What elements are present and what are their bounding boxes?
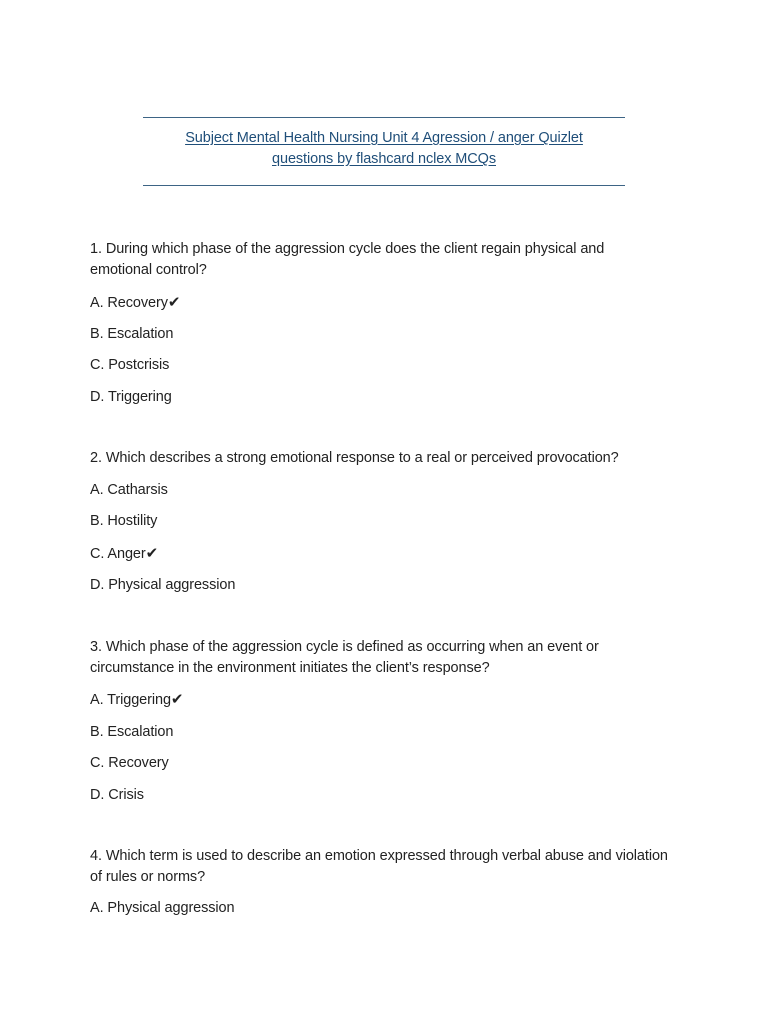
option-b: B. Escalation <box>90 724 174 740</box>
option-c: C. Anger✔ <box>90 545 159 562</box>
title-line-1: Subject Mental Health Nursing Unit 4 Agression / anger Quizlet <box>185 130 583 146</box>
option-b: B. Hostility <box>90 513 158 529</box>
correct-check-icon: ✔ <box>170 691 184 708</box>
question-text: 2. Which describes a strong emotional response to a real or perceived provocation? <box>90 450 619 466</box>
option-d: D. Triggering <box>90 389 172 405</box>
question-1 <box>90 239 670 408</box>
option-a: A. Catharsis <box>90 482 168 498</box>
correct-check-icon: ✔ <box>167 294 181 311</box>
title-bottom-rule <box>143 185 625 186</box>
question-2 <box>90 448 670 596</box>
question-4 <box>90 846 670 919</box>
option-c: C. Postcrisis <box>90 357 170 373</box>
question-text: 4. Which term is used to describe an emotion expressed through verbal abuse and violation of rules or norms? <box>90 848 668 885</box>
page-title[interactable] <box>143 128 625 170</box>
option-a: A. Recovery✔ <box>90 294 181 311</box>
correct-check-icon: ✔ <box>145 545 159 562</box>
title-top-rule <box>143 117 625 118</box>
option-d: D. Crisis <box>90 787 144 803</box>
option-c: C. Recovery <box>90 755 169 771</box>
question-3 <box>90 637 670 806</box>
question-text: 3. Which phase of the aggression cycle is defined as occurring when an event or circumstance in the environment initiates the client’s response? <box>90 639 599 676</box>
option-b: B. Escalation <box>90 326 174 342</box>
option-a: A. Physical aggression <box>90 900 235 916</box>
option-d: D. Physical aggression <box>90 577 236 593</box>
title-line-2: questions by flashcard nclex MCQs <box>272 151 496 167</box>
option-a: A. Triggering✔ <box>90 691 184 708</box>
title-link[interactable] <box>185 130 583 167</box>
question-text: 1. During which phase of the aggression cycle does the client regain physical and emotional control? <box>90 241 605 278</box>
